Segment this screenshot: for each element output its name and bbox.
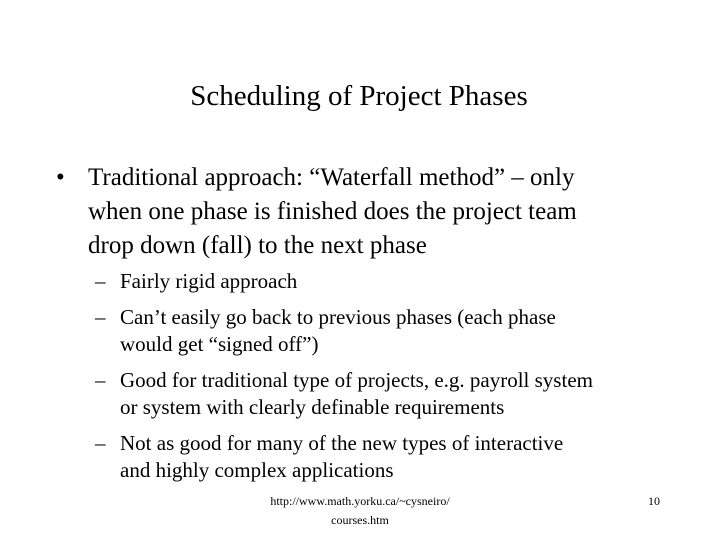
bullet-line-2: when one phase is finished does the project team: [88, 198, 577, 225]
sub-bullet-marker: –: [95, 269, 106, 293]
sub-bullet-line: Can’t easily go back to previous phases (each phase: [120, 305, 556, 329]
sub-bullet-marker: –: [95, 305, 106, 329]
sub-bullet-line: Fairly rigid approach: [120, 269, 298, 293]
sub-bullet-line: and highly complex applications: [120, 458, 394, 482]
sub-bullet-marker: –: [95, 368, 106, 392]
footer-url-line: http://www.math.yorku.ca/~cysneiro/: [270, 494, 450, 508]
sub-bullet-line: would get “signed off”): [120, 332, 319, 356]
sub-bullet-marker: –: [95, 431, 106, 455]
footer-url-line: courses.htm: [331, 513, 389, 527]
footer-url: [240, 492, 480, 530]
bullet-line-3: drop down (fall) to the next phase: [88, 232, 427, 259]
bullet-marker: •: [56, 164, 65, 191]
slide-title: Scheduling of Project Phases: [190, 80, 528, 112]
sub-bullet-line: or system with clearly definable requirements: [120, 395, 505, 419]
bullet-line-1: Traditional approach: “Waterfall method” – only: [88, 164, 575, 191]
sub-bullet-line: Good for traditional type of projects, e.g. payroll system: [120, 368, 593, 392]
page-number: 10: [648, 494, 660, 508]
sub-bullet-line: Not as good for many of the new types of interactive: [120, 431, 564, 455]
